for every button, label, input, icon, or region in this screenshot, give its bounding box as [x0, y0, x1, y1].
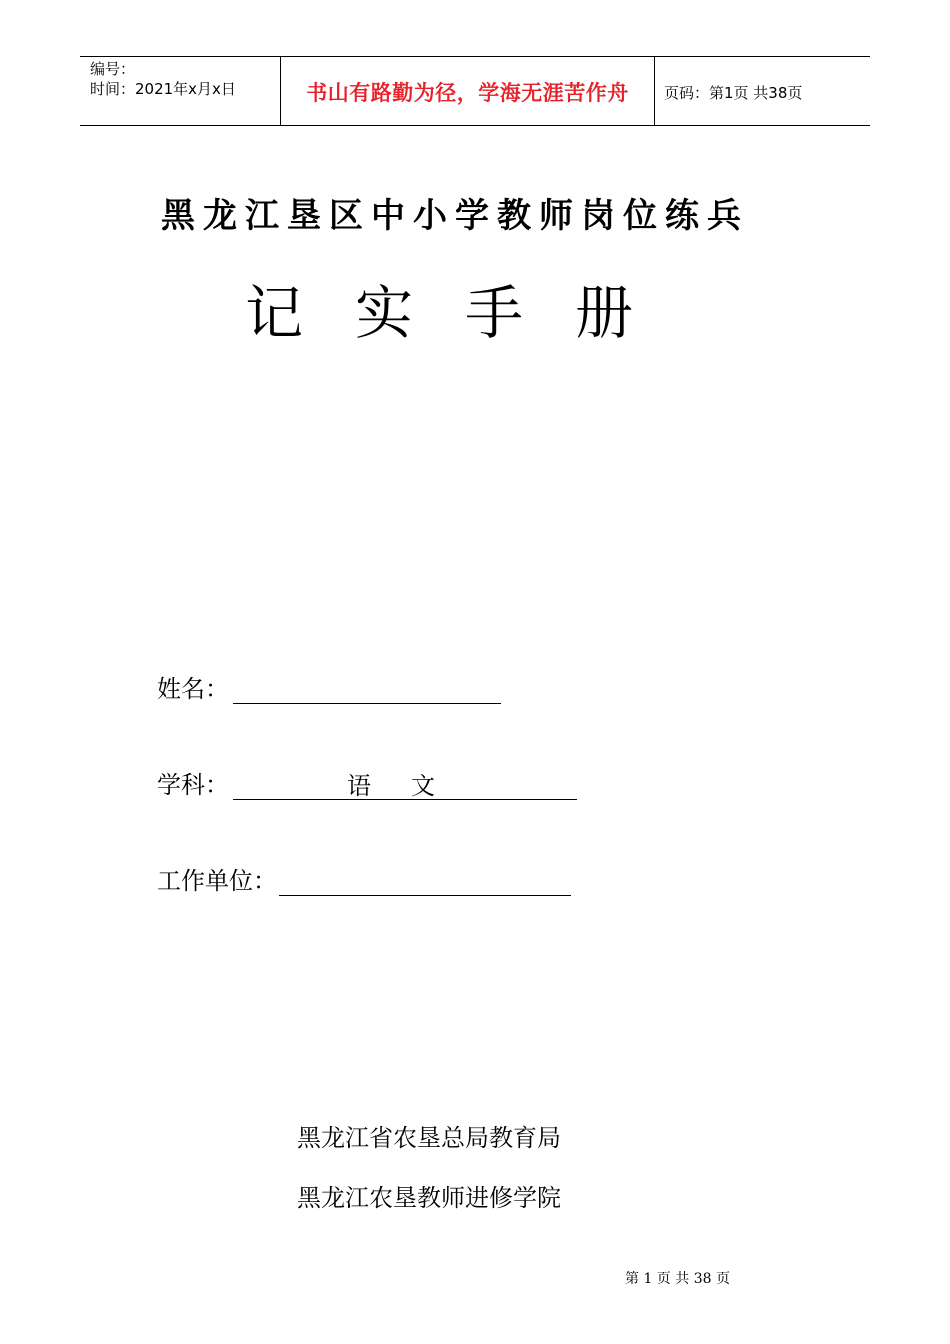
work-unit-field	[157, 866, 571, 896]
work-unit-label: 工作单位：	[157, 867, 277, 895]
number-label: 编号：	[90, 60, 136, 78]
page-header	[80, 56, 870, 126]
subject-value: 语文	[347, 772, 475, 800]
name-field	[157, 674, 501, 704]
issuer-bureau: 黑龙江省农垦总局教育局	[297, 1124, 561, 1152]
time-label: 时间：2021年x月x日	[90, 80, 236, 98]
header-page-cell	[655, 57, 870, 125]
issuer-college: 黑龙江农垦教师进修学院	[297, 1184, 561, 1212]
header-motto-cell	[281, 57, 655, 125]
work-unit-input-line[interactable]	[279, 869, 571, 896]
name-input-line[interactable]	[233, 677, 501, 704]
subject-label: 学科：	[157, 771, 229, 799]
motto-text: 书山有路勤为径，学海无涯苦作舟	[306, 81, 629, 105]
document-subtitle: 记实手册	[244, 279, 685, 347]
header-page-info: 页码：第1页 共38页	[664, 83, 803, 102]
document-title: 黑龙江垦区中小学教师岗位练兵	[161, 196, 749, 236]
page-footer: 第 1 页 共 38 页	[625, 1271, 730, 1287]
name-label: 姓名：	[157, 675, 229, 703]
subject-field	[157, 770, 577, 800]
subject-input-line[interactable]	[233, 773, 577, 800]
header-meta-cell	[80, 57, 281, 125]
